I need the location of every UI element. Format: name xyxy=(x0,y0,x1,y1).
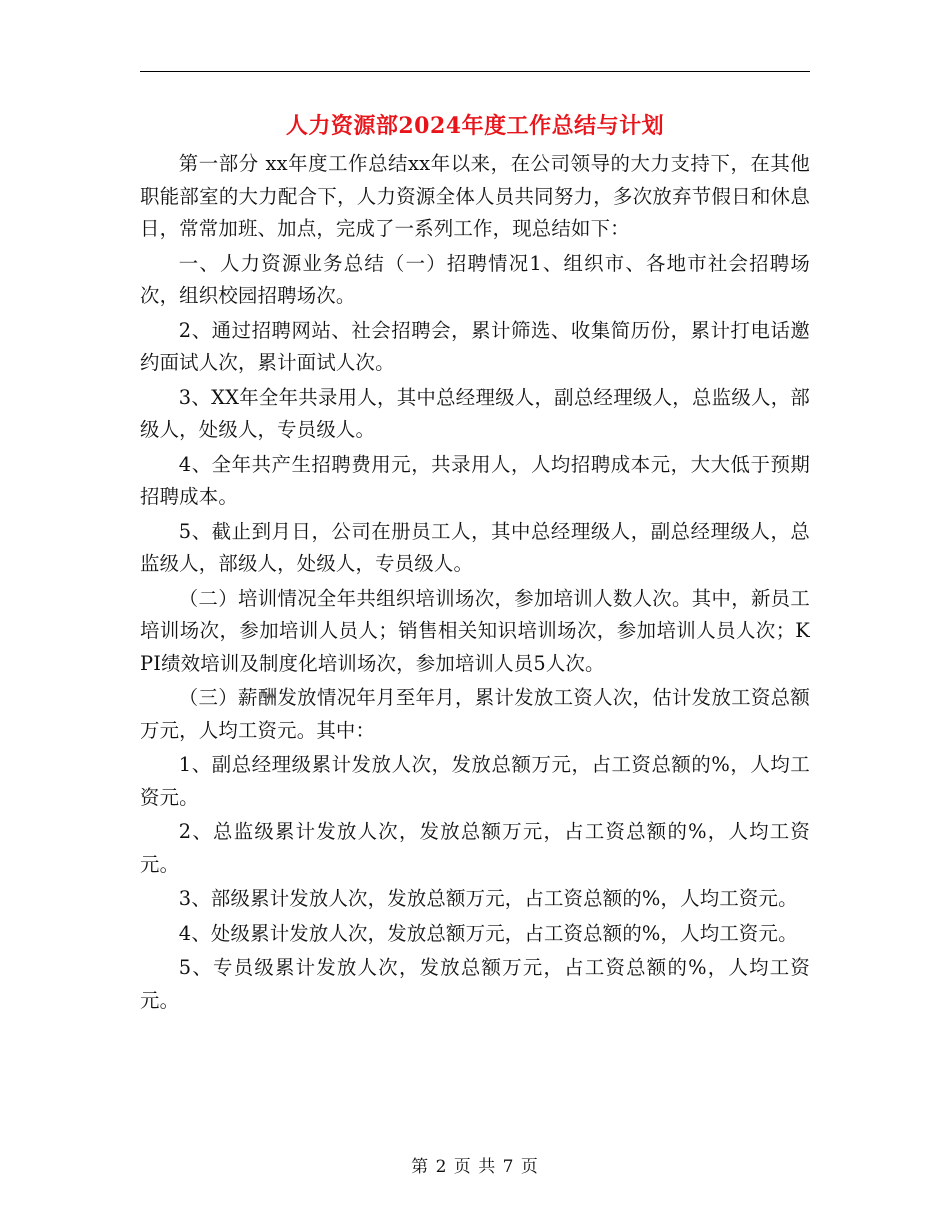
paragraph-salary-5: 5、专员级累计发放人次，发放总额万元，占工资总额的%，人均工资元。 xyxy=(140,956,810,1012)
document-title: 人力资源部2024年度工作总结与计划 xyxy=(285,113,665,139)
paragraph-salary-2: 2、总监级累计发放人次，发放总额万元，占工资总额的%，人均工资元。 xyxy=(140,820,810,876)
paragraph-salary-1: 1、副总经理级累计发放人次，发放总额万元，占工资总额的%，人均工资元。 xyxy=(140,753,810,809)
paragraph-recruitment-1: 一、人力资源业务总结（一）招聘情况1、组织市、各地市社会招聘场次，组织校园招聘场次。 xyxy=(140,251,810,307)
paragraph-salary-3: 3、部级累计发放人次，发放总额万元，占工资总额的%，人均工资元。 xyxy=(178,887,798,910)
paragraph-training: （二）培训情况全年共组织培训场次，参加培训人数人次。其中，新员工培训场次，参加培训人员人；销售相关知识培训场次，参加培训人员人次；KPI绩效培训及制度化培训场次，参加培训人员5人次。 xyxy=(140,586,810,675)
header-rule xyxy=(140,71,810,72)
paragraph-recruitment-4: 4、全年共产生招聘费用元，共录用人，人均招聘成本元，大大低于预期招聘成本。 xyxy=(140,452,810,508)
paragraph-intro: 第一部分 xx年度工作总结xx年以来，在公司领导的大力支持下，在其他职能部室的大力配合下，人力资源全体人员共同努力，多次放弃节假日和休息日，常常加班、加点，完成了一系列工作，现总结如下： xyxy=(140,152,810,240)
paragraph-recruitment-5: 5、截止到月日，公司在册员工人，其中总经理级人，副总经理级人，总监级人，部级人，处级人，专员级人。 xyxy=(140,519,810,575)
paragraph-salary: （三）薪酬发放情况年月至年月，累计发放工资人次，估计发放工资总额万元，人均工资元。其中： xyxy=(140,686,810,742)
paragraph-recruitment-2: 2、通过招聘网站、社会招聘会，累计筛选、收集简历份，累计打电话邀约面试人次，累计面试人次。 xyxy=(140,318,810,374)
page-number-footer: 第 2 页 共 7 页 xyxy=(411,1157,539,1177)
paragraph-recruitment-3: 3、XX年全年共录用人，其中总经理级人，副总经理级人，总监级人，部级人，处级人，专员级人。 xyxy=(140,385,810,441)
paragraph-salary-4: 4、处级累计发放人次，发放总额万元，占工资总额的%，人均工资元。 xyxy=(178,921,798,945)
document-body xyxy=(140,148,810,1019)
